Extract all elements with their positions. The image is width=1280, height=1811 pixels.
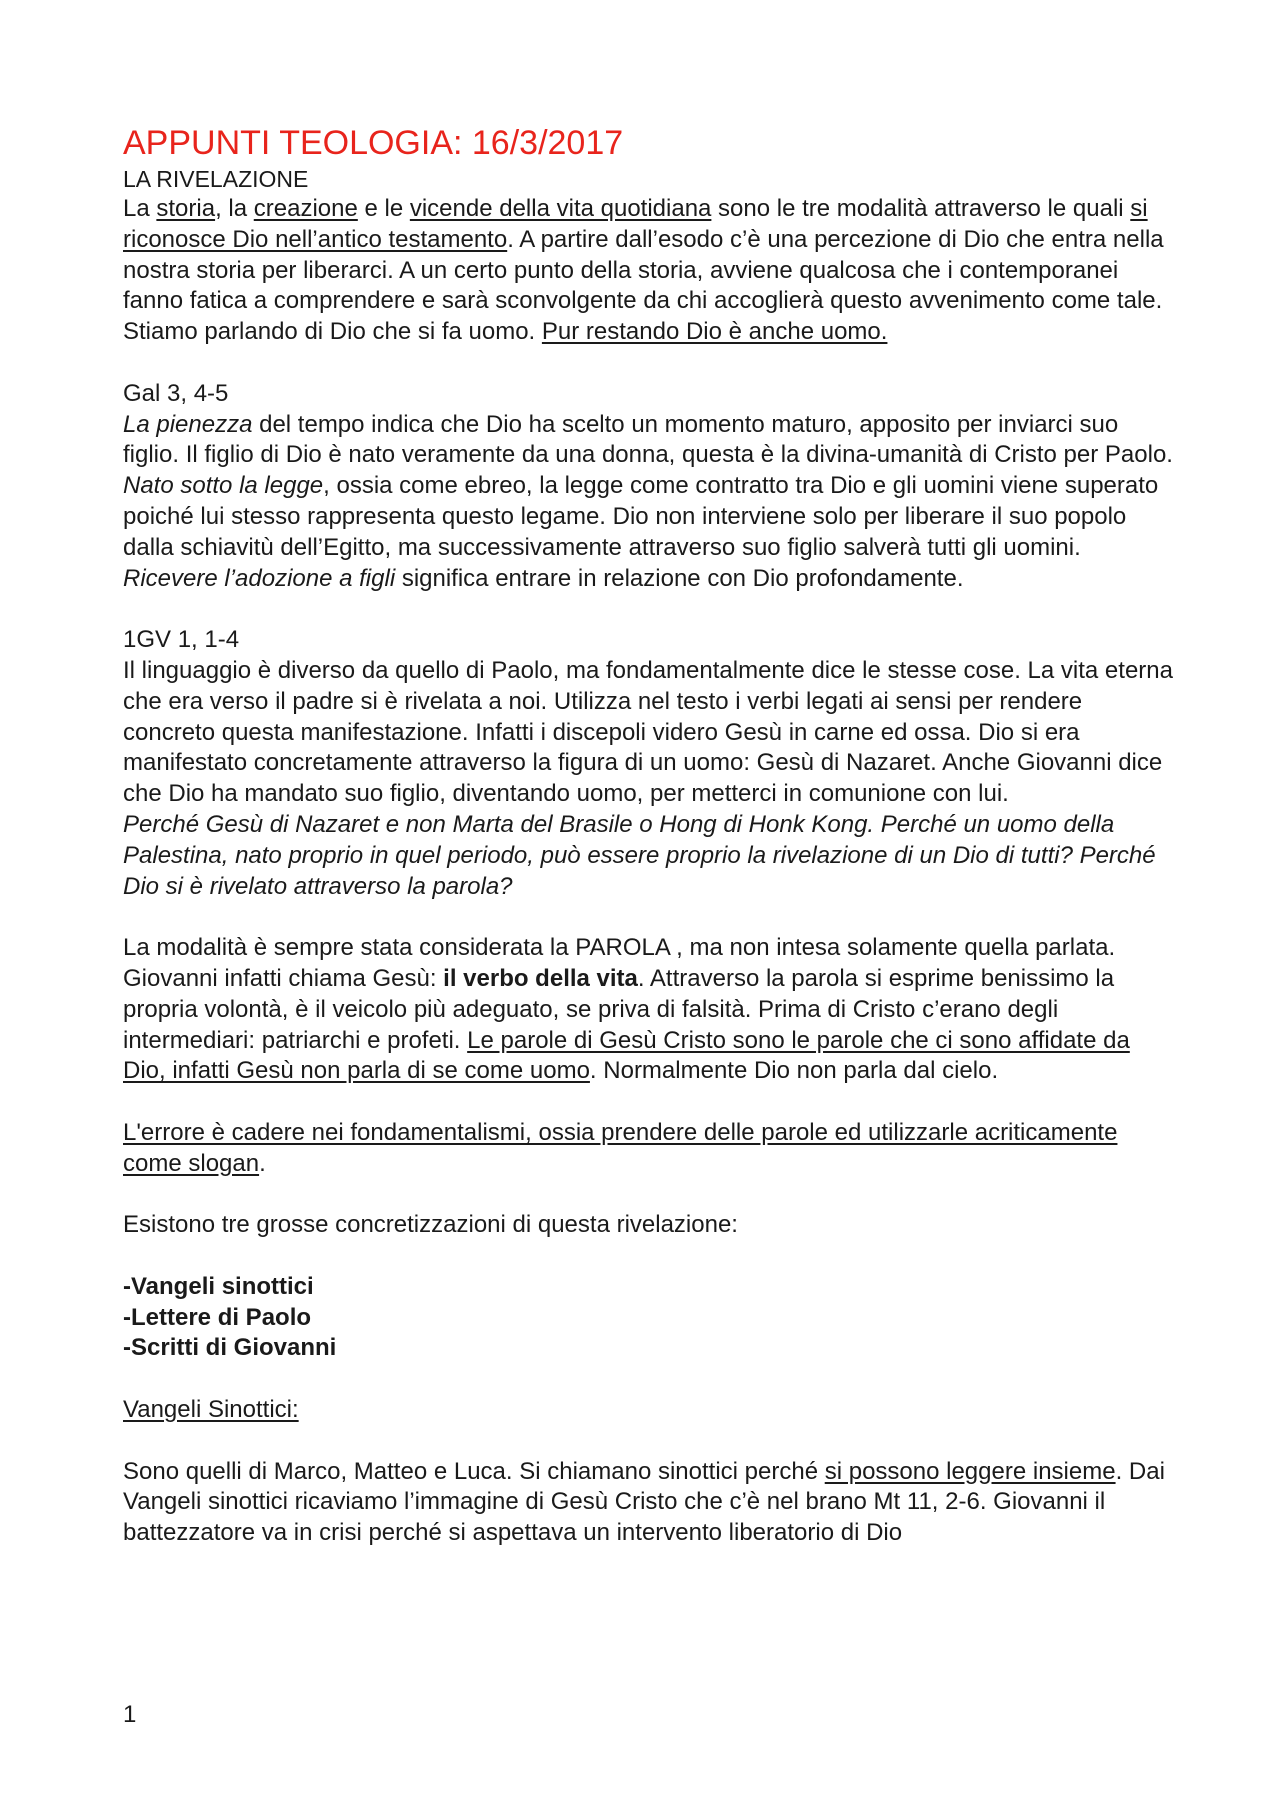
underlined-creazione: creazione xyxy=(253,195,358,222)
paragraph-giovanni: Il linguaggio è diverso da quello di Paolo, ma fondamentalmente dice le stesse cose. La vita eterna che era verso il padre si è rivelata a noi. Utilizza nel testo i verbi legati ai sensi per rendere concreto questa manifestazione. Infatti i discepoli videro Gesù in carne ed ossa. Dio si era manifestato concretamente attraverso la figura di un uomo: Gesù di Nazaret. Anche Giovanni dice che Dio ha mandato suo figlio, diventando uomo, per metterci in comunione con lui. xyxy=(123,656,1173,808)
paragraph-parola: La modalità è sempre stata considerata la PAROLA , ma non intesa solamente quella parlata. Giovanni infatti chiama Gesù: il verbo della vita. Attraverso la parola si esprime benissimo la propria volontà, è il veicolo più adeguato, se priva di falsità. Prima di Cristo c’erano degli intermediari: patriarchi e profeti. Le parole di Gesù Cristo sono le parole che ci sono affidate da Dio, infatti Gesù non parla di se come uomo. Normalmente Dio non parla dal cielo. xyxy=(123,934,1130,1085)
paragraph-concretizzazioni: Esistono tre grosse concretizzazioni di questa rivelazione: xyxy=(123,1211,738,1239)
underlined-storia: storia xyxy=(156,195,216,222)
underlined-dio-uomo: Pur restando Dio è anche uomo. xyxy=(541,318,888,346)
list-item: -Scritti di Giovanni xyxy=(123,1334,337,1362)
bold-verbo-vita: il verbo della vita xyxy=(443,964,638,992)
reference-gal: Gal 3, 4-5 xyxy=(123,379,229,407)
underlined-leggere-insieme: si possono leggere insieme xyxy=(824,1457,1116,1485)
reference-1gv: 1GV 1, 1-4 xyxy=(123,626,240,654)
paragraph-errore: L'errore è cadere nei fondamentalismi, ossia prendere delle parole ed utilizzarle acriticamente come slogan. xyxy=(123,1118,1118,1177)
page-number: 1 xyxy=(123,1701,137,1728)
paragraph-sinottici: Sono quelli di Marco, Matteo e Luca. Si chiamano sinottici perché si possono leggere insieme. Dai Vangeli sinottici ricaviamo l’immagine di Gesù Cristo che c’è nel brano Mt 11, 2-6. Giovanni il battezzatore va in crisi perché si aspettava un intervento liberatorio di Dio xyxy=(123,1457,1165,1547)
underlined-vicende: vicende della vita quotidiana xyxy=(409,195,712,222)
underlined-antico-testamento: si riconosce Dio nell’antico testamento xyxy=(123,195,1148,253)
paragraph-intro: La storia, la creazione e le vicende della vita quotidiana sono le tre modalità attraverso le quali si riconosce Dio nell’antico testamento. A partire dall’esodo c’è una percezione di Dio che entra nella nostra storia per liberarci. A un certo punto della storia, avviene qualcosa che i contemporanei fanno fatica a comprendere e sarà sconvolgente da chi accoglierà questo avvenimento come tale. Stiamo parlando di Dio che si fa uomo. Pur restando Dio è anche uomo. xyxy=(123,195,1164,346)
underlined-parole-gesu: Le parole di Gesù Cristo sono le parole che ci sono affidate da Dio, infatti Gesù non parla di se come uomo xyxy=(123,1026,1130,1085)
list-concretizzazioni xyxy=(123,1272,1173,1364)
list-item: -Lettere di Paolo xyxy=(123,1303,312,1331)
section-heading-vangeli: Vangeli Sinottici: xyxy=(123,1396,299,1424)
paragraph-questions: Perché Gesù di Nazaret e non Marta del Brasile o Hong di Honk Kong. Perché un uomo della Palestina, nato proprio in quel periodo, può essere proprio la rivelazione di un Dio di tutti? Perché Dio si è rivelato attraverso la parola? xyxy=(123,810,1156,900)
list-item: -Vangeli sinottici xyxy=(123,1272,314,1300)
document-page xyxy=(123,122,1173,1549)
section-title-rivelazione: LA RIVELAZIONE xyxy=(123,166,309,192)
paragraph-galati: La pienezza del tempo indica che Dio ha scelto un momento maturo, apposito per inviarci suo figlio. Il figlio di Dio è nato veramente da una donna, questa è la divina-umanità di Cristo per Paolo. Nato sotto la legge, ossia come ebreo, la legge come contratto tra Dio e gli uomini viene superato poiché lui stesso rappresenta questo legame. Dio non interviene solo per liberare il suo popolo dalla schiavitù dell’Egitto, ma successivamente attraverso suo figlio salverà tutti gli uomini. Ricevere l’adozione a figli significa entrare in relazione con Dio profondamente. xyxy=(123,410,1173,592)
document-title: APPUNTI TEOLOGIA: 16/3/2017 xyxy=(123,124,624,162)
